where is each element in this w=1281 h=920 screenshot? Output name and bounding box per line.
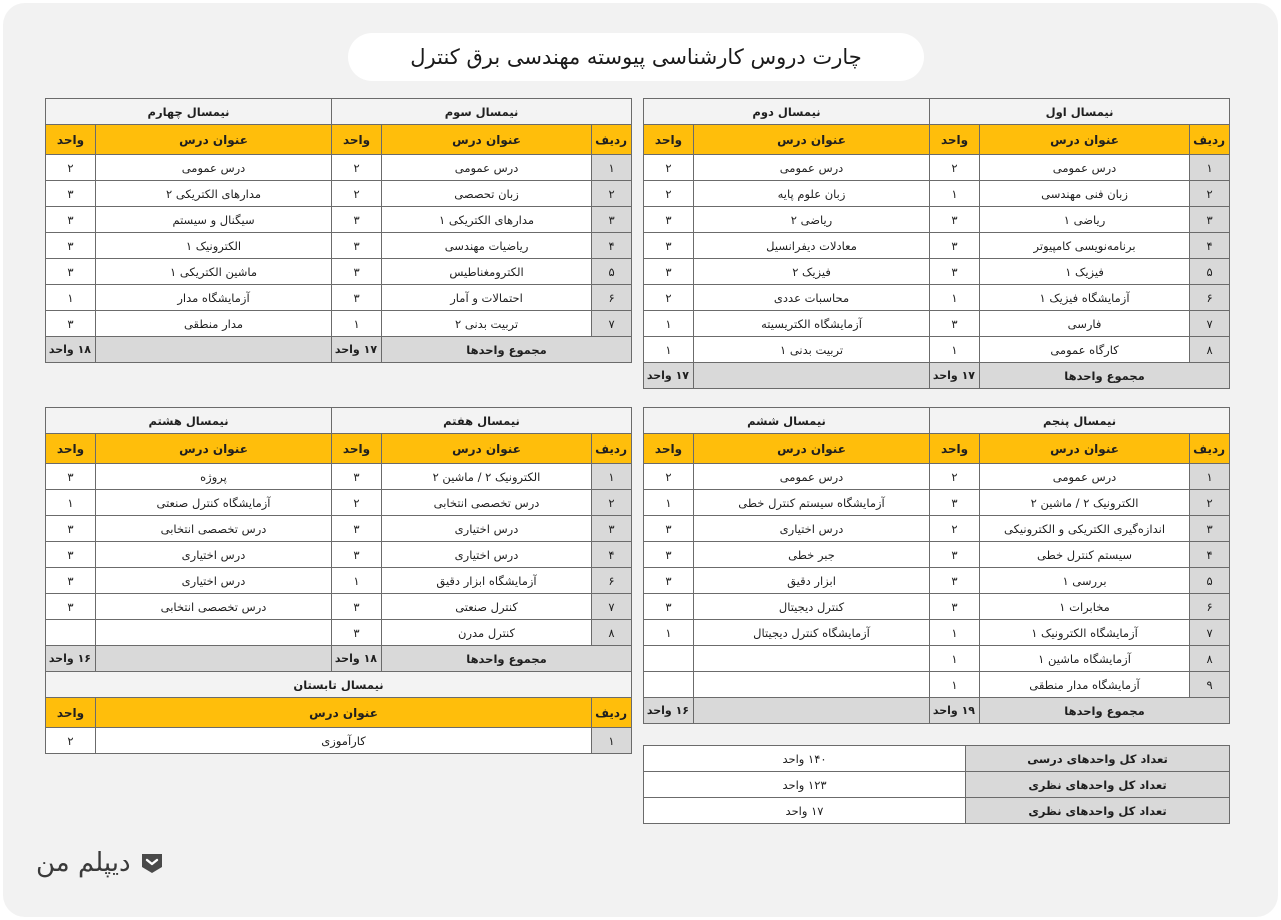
summary-value: ۱۴۰ واحد [644, 746, 966, 772]
course-unit: ۳ [930, 594, 980, 620]
course-unit: ۳ [644, 233, 694, 259]
table-row [644, 464, 1230, 490]
course-title: جبر خطی [694, 542, 930, 568]
course-title: آزمایشگاه کنترل صنعتی [96, 490, 332, 516]
course-unit: ۳ [332, 542, 382, 568]
sum-spacer [96, 646, 332, 672]
course-title: آزمایشگاه سیستم کنترل خطی [694, 490, 930, 516]
row-number: ۷ [1190, 311, 1230, 337]
course-title: درس اختیاری [382, 542, 592, 568]
column-header-row: ردیف [592, 434, 632, 464]
course-title: بررسی ۱ [980, 568, 1190, 594]
column-header-unit: واحد [644, 125, 694, 155]
course-unit: ۱ [644, 620, 694, 646]
course-unit [644, 646, 694, 672]
column-header-course: عنوان درس [96, 125, 332, 155]
course-unit: ۳ [332, 464, 382, 490]
summary-table [643, 745, 1230, 824]
course-title: درس عمومی [382, 155, 592, 181]
semester-table-7-8 [45, 407, 632, 754]
semester-title: نیمسال پنجم [930, 408, 1230, 434]
course-title: الکترومغناطیس [382, 259, 592, 285]
course-unit: ۱ [930, 181, 980, 207]
course-unit: ۲ [644, 285, 694, 311]
course-unit: ۲ [46, 155, 96, 181]
course-title: درس اختیاری [382, 516, 592, 542]
table-row [644, 285, 1230, 311]
sum-label: مجموع واحدها [382, 646, 632, 672]
column-header-course: عنوان درس [382, 434, 592, 464]
course-title [694, 672, 930, 698]
summary-row [644, 772, 1230, 798]
course-unit: ۳ [46, 568, 96, 594]
course-unit: ۳ [930, 259, 980, 285]
course-unit: ۳ [332, 233, 382, 259]
column-header-row: ردیف [592, 125, 632, 155]
course-unit [46, 620, 96, 646]
table-row [644, 337, 1230, 363]
course-title: آزمایشگاه مدار [96, 285, 332, 311]
course-unit: ۳ [644, 259, 694, 285]
column-header-course: عنوان درس [96, 698, 592, 728]
sum-spacer [694, 363, 930, 389]
semester-title: نیمسال هشتم [46, 408, 332, 434]
summary-value: ۱۲۳ واحد [644, 772, 966, 798]
column-header-course: عنوان درس [382, 125, 592, 155]
course-title: درس اختیاری [694, 516, 930, 542]
course-unit: ۱ [930, 620, 980, 646]
semester-title: نیمسال تابستان [46, 672, 632, 698]
page-title: چارت دروس کارشناسی پیوسته مهندسی برق کنترل [348, 33, 924, 81]
course-title: آزمایشگاه کنترل دیجیتال [694, 620, 930, 646]
column-header-unit: واحد [930, 125, 980, 155]
sum-value: ۱۶ واحد [644, 698, 694, 724]
course-unit: ۳ [930, 542, 980, 568]
course-title: کنترل دیجیتال [694, 594, 930, 620]
row-number: ۴ [1190, 542, 1230, 568]
course-unit: ۳ [332, 259, 382, 285]
course-unit: ۱ [930, 337, 980, 363]
sum-label: مجموع واحدها [980, 363, 1230, 389]
column-header-row: ردیف [592, 698, 632, 728]
table-row [46, 542, 632, 568]
column-header-unit: واحد [644, 434, 694, 464]
course-title: آزمایشگاه مدار منطقی [980, 672, 1190, 698]
table-row [46, 464, 632, 490]
course-title: ماشین الکتریکی ۱ [96, 259, 332, 285]
column-header-course: عنوان درس [980, 434, 1190, 464]
course-unit: ۳ [644, 568, 694, 594]
column-header-unit: واحد [46, 434, 96, 464]
course-unit: ۲ [930, 155, 980, 181]
course-title: آزمایشگاه الکتریسیته [694, 311, 930, 337]
sum-label: مجموع واحدها [980, 698, 1230, 724]
course-unit: ۳ [46, 542, 96, 568]
sum-spacer [694, 698, 930, 724]
row-number: ۵ [1190, 259, 1230, 285]
table-row [644, 672, 1230, 698]
table-row [644, 620, 1230, 646]
course-title: درس تخصصی انتخابی [96, 594, 332, 620]
course-title [694, 646, 930, 672]
sum-value: ۱۷ واحد [332, 337, 382, 363]
table-row [644, 155, 1230, 181]
column-header-unit: واحد [46, 698, 96, 728]
sum-spacer [96, 337, 332, 363]
course-unit: ۲ [930, 464, 980, 490]
summary-label: تعداد کل واحدهای درسی [966, 746, 1230, 772]
course-title: آزمایشگاه الکترونیک ۱ [980, 620, 1190, 646]
course-title: آزمایشگاه فیزیک ۱ [980, 285, 1190, 311]
column-header-row: ردیف [1190, 434, 1230, 464]
course-unit: ۳ [46, 181, 96, 207]
course-unit: ۱ [46, 490, 96, 516]
diplomeman-logo-icon [139, 850, 165, 876]
course-unit: ۳ [46, 233, 96, 259]
sum-value: ۱۷ واحد [930, 363, 980, 389]
course-unit: ۲ [644, 181, 694, 207]
course-title: مخابرات ۱ [980, 594, 1190, 620]
table-row [644, 233, 1230, 259]
course-title: ریاضیات مهندسی [382, 233, 592, 259]
row-number: ۱ [592, 464, 632, 490]
table-row [46, 181, 632, 207]
table-row [46, 233, 632, 259]
course-title: زبان علوم پایه [694, 181, 930, 207]
table-row [644, 311, 1230, 337]
course-title: سیستم کنترل خطی [980, 542, 1190, 568]
table-row [46, 490, 632, 516]
course-title: سیگنال و سیستم [96, 207, 332, 233]
row-number: ۷ [1190, 620, 1230, 646]
course-unit: ۳ [46, 464, 96, 490]
course-unit: ۲ [332, 155, 382, 181]
course-unit: ۱ [930, 646, 980, 672]
course-title: درس تخصصی انتخابی [382, 490, 592, 516]
sum-value: ۱۷ واحد [644, 363, 694, 389]
row-number: ۲ [1190, 490, 1230, 516]
table-row [644, 181, 1230, 207]
row-number: ۲ [592, 490, 632, 516]
row-number: ۱ [1190, 464, 1230, 490]
course-title: محاسبات عددی [694, 285, 930, 311]
row-number: ۲ [1190, 181, 1230, 207]
table-row [46, 285, 632, 311]
course-unit: ۳ [332, 620, 382, 646]
semester-table-3-4 [45, 98, 632, 363]
table-row [644, 594, 1230, 620]
column-header-course: عنوان درس [980, 125, 1190, 155]
row-number: ۶ [1190, 285, 1230, 311]
course-title: احتمالات و آمار [382, 285, 592, 311]
row-number: ۱ [592, 728, 632, 754]
course-title: مدار منطقی [96, 311, 332, 337]
column-header-row: ردیف [1190, 125, 1230, 155]
sum-label: مجموع واحدها [382, 337, 632, 363]
course-unit: ۱ [930, 285, 980, 311]
course-unit: ۲ [644, 155, 694, 181]
summary-row [644, 798, 1230, 824]
row-number: ۳ [592, 516, 632, 542]
table-row [644, 646, 1230, 672]
course-title: درس عمومی [980, 464, 1190, 490]
row-number: ۴ [592, 542, 632, 568]
table-row [46, 620, 632, 646]
course-unit: ۱ [46, 285, 96, 311]
row-number: ۴ [1190, 233, 1230, 259]
sum-value: ۱۸ واحد [332, 646, 382, 672]
course-unit: ۳ [46, 516, 96, 542]
row-number: ۸ [1190, 337, 1230, 363]
row-number: ۸ [1190, 646, 1230, 672]
course-unit: ۳ [46, 311, 96, 337]
column-header-unit: واحد [332, 125, 382, 155]
course-title: زبان تحصصی [382, 181, 592, 207]
course-title: درس تخصصی انتخابی [96, 516, 332, 542]
column-header-unit: واحد [46, 125, 96, 155]
course-title: معادلات دیفرانسیل [694, 233, 930, 259]
row-number: ۲ [592, 181, 632, 207]
course-unit: ۱ [644, 311, 694, 337]
course-unit: ۲ [930, 516, 980, 542]
table-row [46, 311, 632, 337]
course-unit: ۳ [930, 490, 980, 516]
row-number: ۴ [592, 233, 632, 259]
course-title: فارسی [980, 311, 1190, 337]
course-title: پروژه [96, 464, 332, 490]
course-title: تربیت بدنی ۱ [694, 337, 930, 363]
course-unit: ۱ [332, 311, 382, 337]
table-row [644, 259, 1230, 285]
course-title: درس عمومی [980, 155, 1190, 181]
brand-logo[interactable] [36, 848, 165, 878]
course-unit: ۳ [930, 568, 980, 594]
semester-title: نیمسال چهارم [46, 99, 332, 125]
sum-value: ۱۹ واحد [930, 698, 980, 724]
course-title: ابزار دقیق [694, 568, 930, 594]
row-number: ۷ [592, 311, 632, 337]
row-number: ۶ [592, 285, 632, 311]
course-unit: ۳ [46, 207, 96, 233]
course-title: مدارهای الکتریکی ۲ [96, 181, 332, 207]
course-title: ریاضی ۱ [980, 207, 1190, 233]
course-title: کنترل مدرن [382, 620, 592, 646]
row-number: ۳ [1190, 207, 1230, 233]
table-row [46, 207, 632, 233]
column-header-unit: واحد [332, 434, 382, 464]
row-number: ۳ [592, 207, 632, 233]
course-unit: ۱ [332, 568, 382, 594]
semester-title: نیمسال سوم [332, 99, 632, 125]
row-number: ۱ [592, 155, 632, 181]
row-number: ۵ [592, 259, 632, 285]
row-number: ۹ [1190, 672, 1230, 698]
course-title: درس اختیاری [96, 568, 332, 594]
course-unit: ۲ [644, 464, 694, 490]
course-title: درس عمومی [694, 464, 930, 490]
semester-table-1-2 [643, 98, 1230, 389]
course-unit: ۳ [930, 233, 980, 259]
column-header-course: عنوان درس [96, 434, 332, 464]
course-title: درس اختیاری [96, 542, 332, 568]
summary-row [644, 746, 1230, 772]
table-row [644, 207, 1230, 233]
semester-title: نیمسال اول [930, 99, 1230, 125]
summary-label: تعداد کل واحدهای نظری [966, 798, 1230, 824]
row-number: ۶ [1190, 594, 1230, 620]
table-row [46, 568, 632, 594]
course-unit: ۳ [644, 516, 694, 542]
table-row [46, 259, 632, 285]
table-row [46, 728, 632, 754]
course-title: برنامه‌نویسی کامپیوتر [980, 233, 1190, 259]
course-title: فیزیک ۱ [980, 259, 1190, 285]
course-title [96, 620, 332, 646]
course-title: آزمایشگاه ابزار دقیق [382, 568, 592, 594]
row-number: ۷ [592, 594, 632, 620]
table-row [644, 490, 1230, 516]
course-title: اندازه‌گیری الکتریکی و الکترونیکی [980, 516, 1190, 542]
row-number: ۶ [592, 568, 632, 594]
course-title: مدارهای الکتریکی ۱ [382, 207, 592, 233]
table-row [46, 594, 632, 620]
row-number: ۳ [1190, 516, 1230, 542]
course-unit: ۳ [644, 594, 694, 620]
course-unit: ۳ [46, 594, 96, 620]
row-number: ۸ [592, 620, 632, 646]
course-unit: ۳ [930, 207, 980, 233]
row-number: ۵ [1190, 568, 1230, 594]
summary-value: ۱۷ واحد [644, 798, 966, 824]
course-unit: ۳ [930, 311, 980, 337]
table-row [644, 568, 1230, 594]
semester-title: نیمسال دوم [644, 99, 930, 125]
column-header-course: عنوان درس [694, 125, 930, 155]
brand-name: دیپلم من [36, 848, 131, 878]
summary-label: تعداد کل واحدهای نظری [966, 772, 1230, 798]
semester-title: نیمسال هفتم [332, 408, 632, 434]
course-unit: ۲ [332, 181, 382, 207]
course-title: کارگاه عمومی [980, 337, 1190, 363]
course-unit: ۳ [332, 594, 382, 620]
course-title: کنترل صنعتی [382, 594, 592, 620]
table-row [644, 516, 1230, 542]
course-unit: ۲ [332, 490, 382, 516]
sum-value: ۱۶ واحد [46, 646, 96, 672]
table-row [644, 542, 1230, 568]
table-row [46, 155, 632, 181]
course-unit [644, 672, 694, 698]
course-title: درس عمومی [96, 155, 332, 181]
column-header-course: عنوان درس [694, 434, 930, 464]
semester-table-5-6 [643, 407, 1230, 724]
course-title: الکترونیک ۱ [96, 233, 332, 259]
course-unit: ۱ [930, 672, 980, 698]
course-unit: ۳ [332, 285, 382, 311]
course-title: ریاضی ۲ [694, 207, 930, 233]
course-unit: ۳ [332, 516, 382, 542]
course-title: کارآموزی [96, 728, 592, 754]
column-header-unit: واحد [930, 434, 980, 464]
course-title: آزمایشگاه ماشین ۱ [980, 646, 1190, 672]
course-title: الکترونیک ۲ / ماشین ۲ [382, 464, 592, 490]
course-title: درس عمومی [694, 155, 930, 181]
course-unit: ۱ [644, 337, 694, 363]
course-title: فیزیک ۲ [694, 259, 930, 285]
sum-value: ۱۸ واحد [46, 337, 96, 363]
course-title: الکترونیک ۲ / ماشین ۲ [980, 490, 1190, 516]
course-unit: ۳ [644, 207, 694, 233]
course-title: زبان فنی مهندسی [980, 181, 1190, 207]
course-unit: ۱ [644, 490, 694, 516]
course-unit: ۳ [644, 542, 694, 568]
course-unit: ۲ [46, 728, 96, 754]
course-unit: ۳ [332, 207, 382, 233]
table-row [46, 516, 632, 542]
semester-title: نیمسال ششم [644, 408, 930, 434]
row-number: ۱ [1190, 155, 1230, 181]
course-title: تربیت بدنی ۲ [382, 311, 592, 337]
course-unit: ۳ [46, 259, 96, 285]
